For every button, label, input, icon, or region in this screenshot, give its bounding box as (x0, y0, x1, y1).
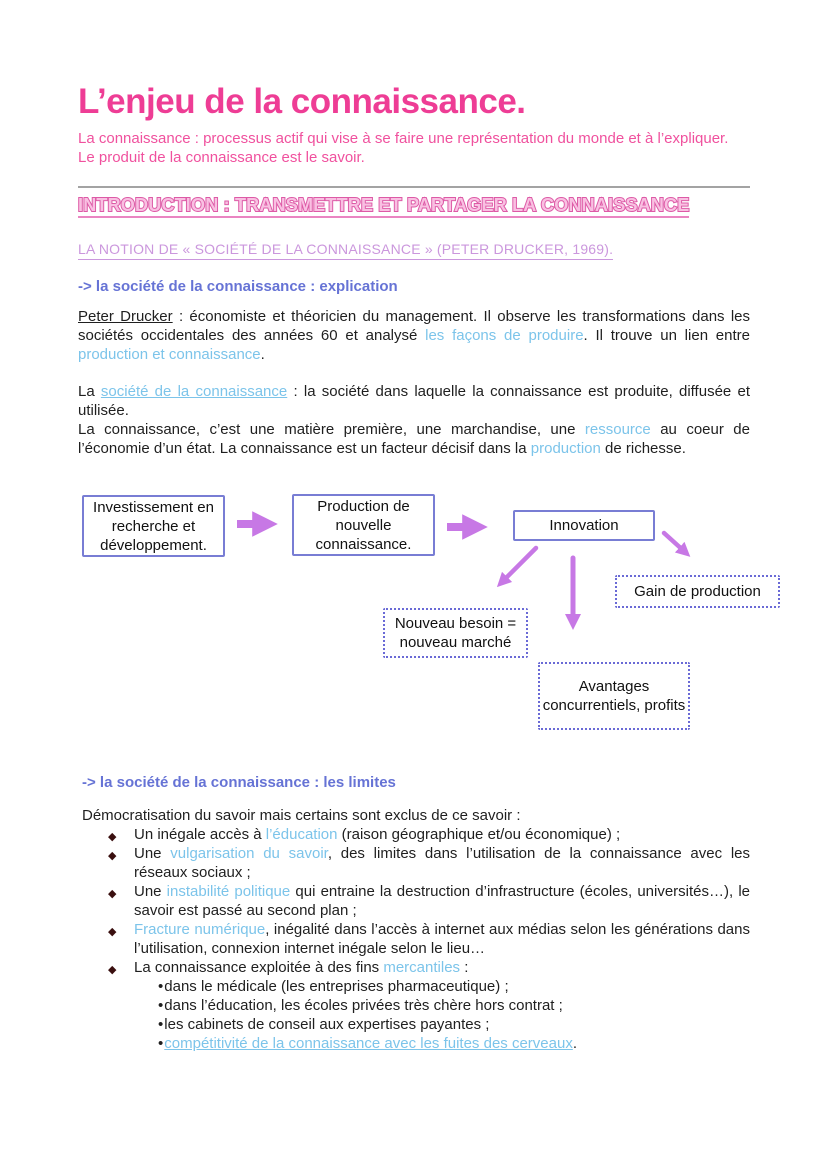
arrow-down-left-icon (502, 548, 536, 582)
highlight-education: l’éducation (265, 826, 338, 843)
limites-sublist (134, 977, 750, 1053)
bullet-item: ◆ Une instabilité politique qui entraine la destruction d’infrastructure (écoles, universités…), le savoir est passé au second plan ; (82, 882, 750, 920)
peter-drucker-underlined: Peter Drucker (78, 308, 173, 325)
diagram-box-gain-de-production: Gain de production (615, 575, 780, 608)
highlight-mercantiles: mercantiles (383, 959, 461, 976)
limites-intro-line: Démocratisation du savoir mais certains sont exclus de ce savoir : (82, 807, 521, 824)
limites-list (82, 825, 750, 1053)
paragraph-drucker: Peter Drucker : économiste et théoricien du management. Il observe les transformations dans les sociétés occidentales des années 60 et analysé les façons de produire. Il trouve un lien entre production et connaissance. (78, 308, 751, 363)
diagram-box-innovation: Innovation (513, 510, 655, 541)
highlight-instabilite: instabilité politique (166, 883, 291, 900)
diagram-box-production: Production de nouvelle connaissance. (292, 494, 435, 556)
bullet-item: ◆ La connaissance exploitée à des fins mercantiles : • dans le médicale (les entreprises pharmaceutique) ; • dans l’éducation, les écoles privées très chère hors contrat ; • les cabinets de conseil aux expertises payantes ; • compétitivité de la connaissance avec les fuites des cerveaux. (82, 958, 750, 1053)
bullet-item: ◆ Un inégale accès à l’éducation (raison géographique et/ou économique) ; (82, 825, 750, 844)
page-title: L’enjeu de la connaissance. (78, 82, 526, 121)
diagram-box-avantages: Avantages concurrentiels, profits (538, 662, 690, 730)
paragraph-societe: La société de la connaissance : la société dans laquelle la connaissance est produite, diffusée et utilisée. La connaissance, c’est une matière première, une marchandise, une ressource au coeur de l’économie d’un état. La connaissance est un facteur décisif dans la production de richesse. (78, 383, 750, 457)
sub-bullet-item: • dans l’éducation, les écoles privées très chère hors contrat ; (158, 996, 750, 1015)
subtitle-line-2: Le produit de la connaissance est le savoir. (78, 149, 365, 166)
highlight-production: production (530, 440, 601, 457)
sub-bullet-item: • compétitivité de la connaissance avec les fuites des cerveaux. (158, 1034, 750, 1053)
explication-heading: -> la société de la connaissance : explication (78, 278, 398, 295)
subtitle-line-1: La connaissance : processus actif qui vise à se faire une représentation du monde et à l’expliquer. (78, 130, 729, 147)
bullet-item: ◆ Une vulgarisation du savoir, des limites dans l’utilisation de la connaissance avec les réseaux sociaux ; (82, 844, 750, 882)
page-subtitle (78, 129, 750, 167)
notion-subheading: LA NOTION DE « SOCIÉTÉ DE LA CONNAISSANCE » (PETER DRUCKER, 1969). (78, 241, 750, 260)
sub-bullet-item: • dans le médicale (les entreprises pharmaceutique) ; (158, 977, 750, 996)
knowledge-flow-diagram (0, 484, 828, 756)
highlight-fracture-numerique: Fracture numérique (134, 921, 266, 938)
highlight-ressource: ressource (584, 421, 651, 438)
limites-heading: -> la société de la connaissance : les limites (82, 774, 396, 791)
highlight-vulgarisation: vulgarisation du savoir (170, 845, 328, 862)
highlight-facons-de-produire: les façons de produire (425, 327, 584, 344)
section-divider (78, 186, 750, 188)
bullet-item: ◆ Fracture numérique, inégalité dans l’accès à internet aux médias selon les générations dans l’utilisation, connexion internet inégale selon le lieu… (82, 920, 750, 958)
sub-bullet-item: • les cabinets de conseil aux expertises payantes ; (158, 1015, 750, 1034)
arrow-down-right-icon (664, 533, 685, 552)
highlight-competitivite: compétitivité de la connaissance avec les fuites des cerveaux (164, 1035, 573, 1052)
diagram-box-investissement: Investissement en recherche et développement. (82, 495, 225, 557)
intro-heading: INTRODUCTION : TRANSMETTRE ET PARTAGER LA CONNAISSANCE (78, 195, 750, 218)
highlight-societe-connaissance: société de la connaissance (100, 383, 288, 400)
highlight-production-connaissance: production et connaissance (78, 346, 261, 363)
diagram-box-nouveau-besoin: Nouveau besoin = nouveau marché (383, 608, 528, 658)
